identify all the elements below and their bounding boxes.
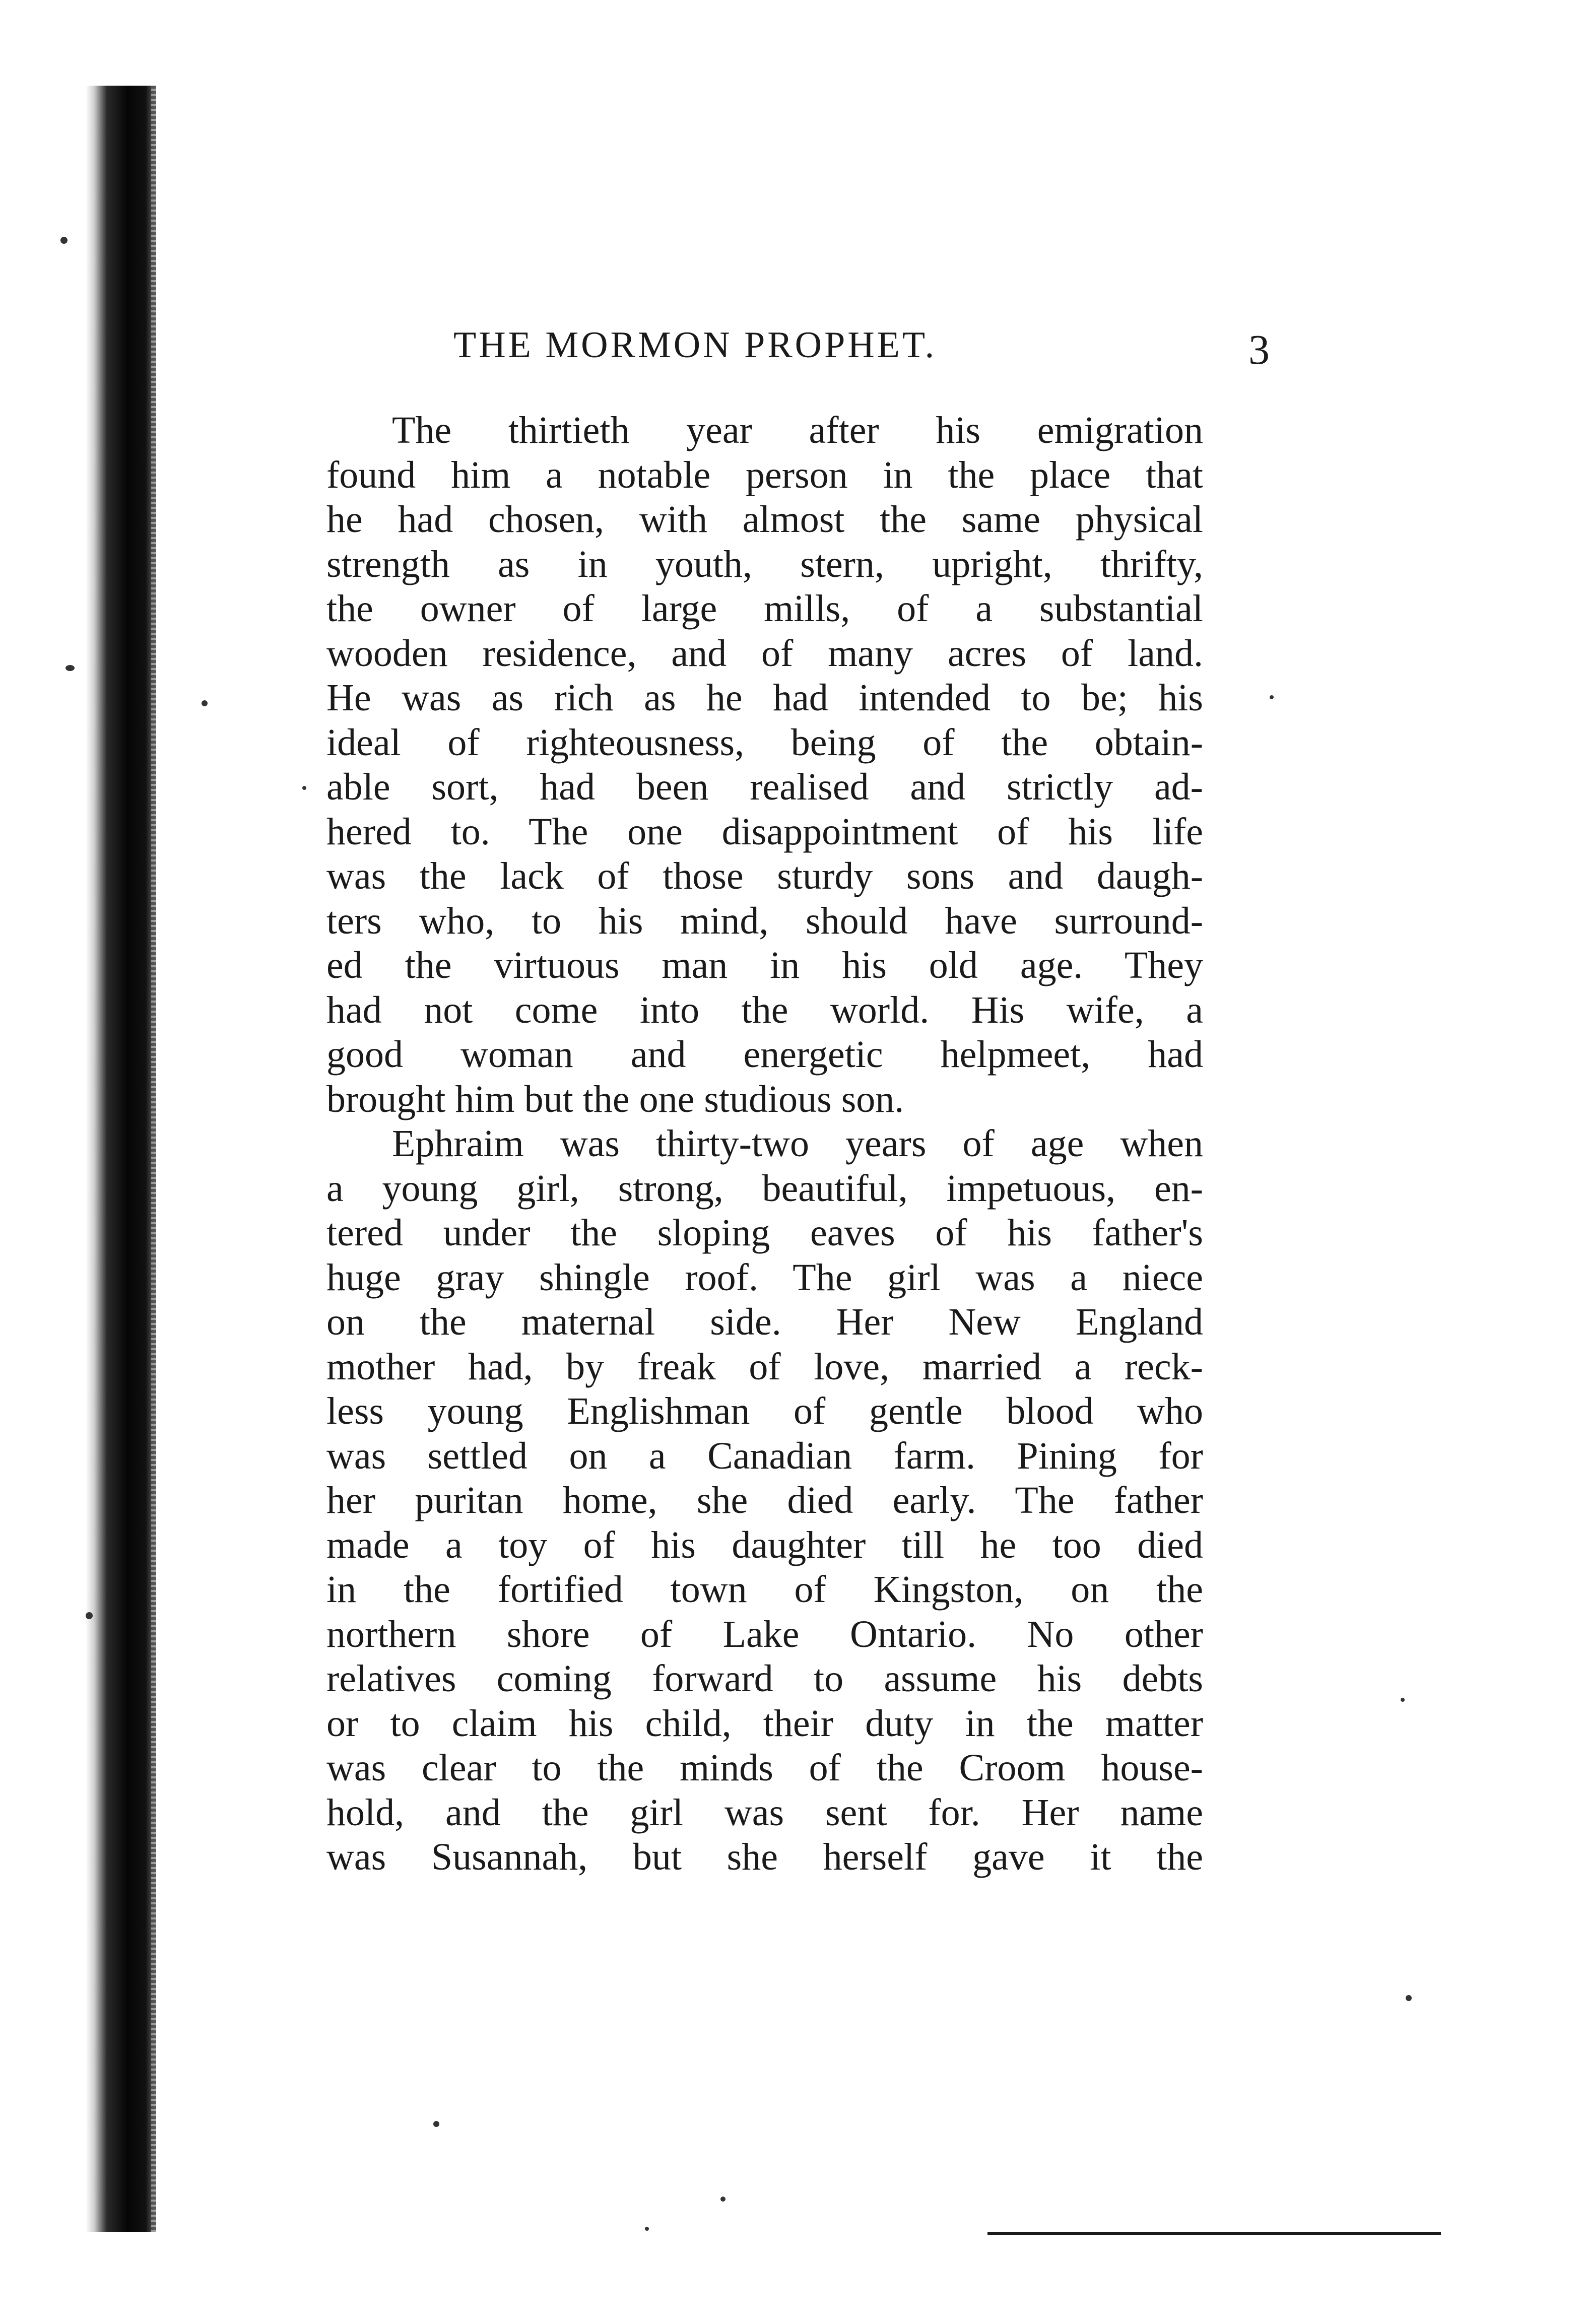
text-line: was settled on a Canadian farm. Pining for [326,1434,1203,1477]
text-line: wooden residence, and of many acres of land. [326,632,1203,675]
text-line: made a toy of his daughter till he too died [326,1523,1203,1566]
text-line: He was as rich as he had intended to be; his [326,677,1203,719]
print-speck [1270,695,1274,699]
book-binding-edge [86,86,156,2232]
text-line: or to claim his child, their duty in the matter [326,1702,1203,1745]
text-line: huge gray shingle roof. The girl was a niece [326,1256,1203,1299]
text-line: ters who, to his mind, should have surround- [326,899,1203,942]
page-header [453,322,1270,373]
text-line: ideal of righteousness, being of the obtain- [326,721,1203,764]
text-line: hered to. The one disappointment of his life [326,810,1203,853]
text-line: relatives coming forward to assume his debts [326,1657,1203,1700]
text-line: was Susannah, but she herself gave it the [326,1836,1203,1878]
text-line: The thirtieth year after his emigration [392,409,1203,451]
print-speck [86,1612,93,1619]
print-speck [60,237,68,244]
text-line: on the maternal side. Her New England [326,1301,1203,1343]
text-line: had not come into the world. His wife, a [326,988,1203,1031]
text-line: he had chosen, with almost the same physical [326,498,1203,541]
text-line: less young Englishman of gentle blood who [326,1390,1203,1432]
text-line: mother had, by freak of love, married a reck- [326,1345,1203,1388]
text-line: hold, and the girl was sent for. Her name [326,1791,1203,1834]
text-line: in the fortified town of Kingston, on the [326,1568,1203,1611]
print-speck [65,665,75,671]
print-speck [720,2197,725,2202]
text-line: the owner of large mills, of a substantial [326,587,1203,630]
text-line: brought him but the one studious son. [326,1078,904,1120]
text-line: northern shore of Lake Ontario. No other [326,1613,1203,1655]
text-line: a young girl, strong, beautiful, impetuous, en- [326,1167,1203,1210]
print-speck [302,786,306,790]
body-text [326,408,1203,2010]
running-title: THE MORMON PROPHET. [453,324,937,366]
bottom-rule [987,2232,1441,2235]
text-line: tered under the sloping eaves of his father's [326,1212,1203,1254]
text-line: good woman and energetic helpmeet, had [326,1033,1203,1076]
print-speck [202,700,208,706]
print-speck [645,2227,649,2231]
print-speck [1406,1995,1412,2001]
text-line: able sort, had been realised and strictly ad- [326,766,1203,808]
print-speck [433,2121,439,2127]
text-line: her puritan home, she died early. The father [326,1479,1203,1521]
print-speck [1401,1698,1405,1702]
text-line: found him a notable person in the place that [326,453,1203,496]
page-number: 3 [1248,326,1270,373]
text-line: was the lack of those sturdy sons and daugh- [326,855,1203,897]
text-line: Ephraim was thirty-two years of age when [392,1122,1203,1165]
text-line: strength as in youth, stern, upright, thrifty, [326,543,1203,585]
binding-texture [151,86,156,2232]
text-line: ed the virtuous man in his old age. They [326,944,1203,986]
text-line: was clear to the minds of the Croom house- [326,1747,1203,1789]
